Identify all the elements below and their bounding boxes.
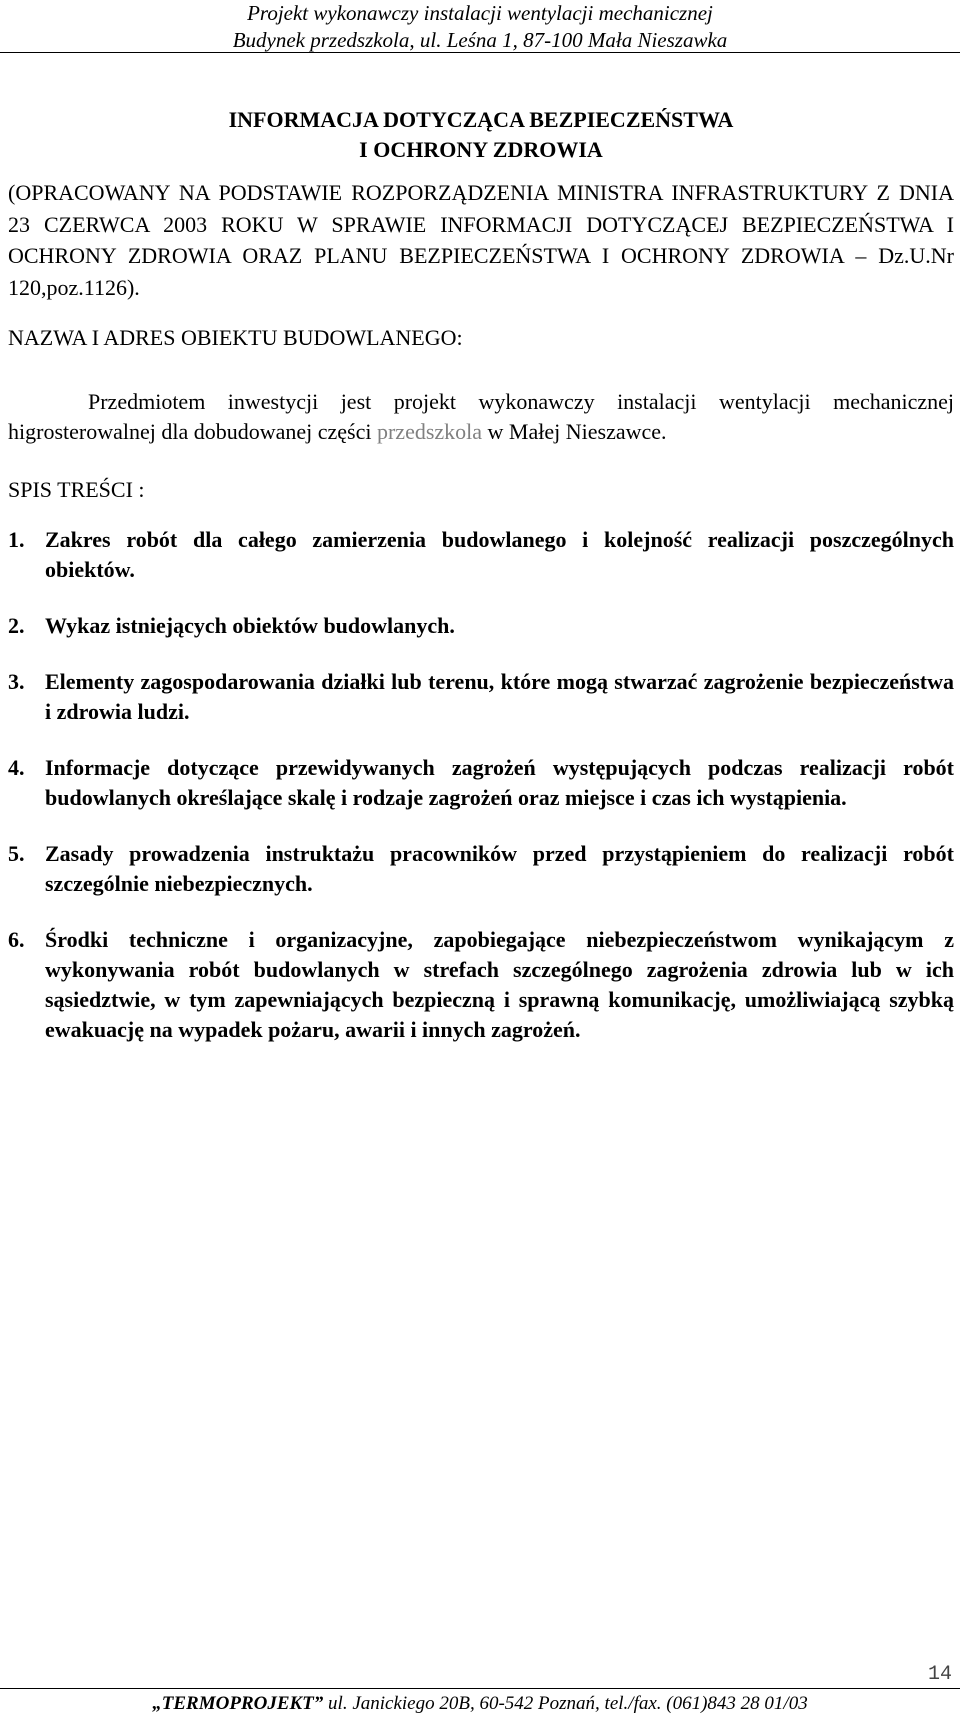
toc-item-number: 4. (8, 755, 25, 780)
toc-item-text: Zasady prowadzenia instruktażu pracowników przed przystąpieniem do realizacji robót szczególnie niebezpiecznych. (45, 841, 954, 896)
toc-item-text: Wykaz istniejących obiektów budowlanych. (45, 613, 455, 638)
document-body (8, 105, 954, 1071)
toc-item-text: Informacje dotyczące przewidywanych zagrożeń występujących podczas realizacji robót budowlanych określające skalę i rodzaje zagrożeń oraz miejsce i czas ich wystąpienia. (45, 755, 954, 810)
toc-item-number: 2. (8, 613, 25, 638)
toc-item (8, 753, 954, 813)
toc-item (8, 525, 954, 585)
header-project-title: Projekt wykonawczy instalacji wentylacji mechanicznej (247, 1, 713, 25)
table-of-contents (8, 525, 954, 1045)
title-line-1: INFORMACJA DOTYCZĄCA BEZPIECZEŃSTWA (228, 107, 734, 132)
intro-text-start: Przedmiotem inwestycji jest projekt wykonawczy instalacji wentylacji mechanicznej higrosterowalnej dla dobudowanej części (8, 389, 954, 444)
intro-text-end: w Małej Nieszawce. (482, 419, 667, 444)
toc-item-number: 5. (8, 841, 25, 866)
regulation-reference: (OPRACOWANY NA PODSTAWIE ROZPORZĄDZENIA MINISTRA INFRASTRUKTURY Z DNIA 23 CZERWCA 2003 ROKU W SPRAWIE INFORMACJI DOTYCZĄCEJ BEZPIECZEŃSTWA I OCHRONY ZDROWIA ORAZ PLANU BEZPIECZEŃSTWA I OCHRONY ZDROWIA – Dz.U.Nr 120,poz.1126). (8, 180, 954, 300)
toc-heading: SPIS TREŚCI : (8, 477, 145, 502)
object-name-label: NAZWA I ADRES OBIEKTU BUDOWLANEGO: (8, 325, 463, 350)
toc-item-number: 1. (8, 527, 25, 552)
header-divider (0, 52, 960, 53)
toc-item (8, 667, 954, 727)
footer-address: ul. Janickiego 20B, 60-542 Poznań, tel./fax. (061)843 28 01/03 (323, 1693, 808, 1714)
footer-company: „TERMOPROJEKT” (152, 1693, 324, 1714)
toc-item (8, 925, 954, 1045)
toc-item-number: 6. (8, 927, 25, 952)
toc-item-number: 3. (8, 669, 25, 694)
header-address: Budynek przedszkola, ul. Leśna 1, 87-100 Mała Nieszawka (232, 28, 728, 52)
page-header (0, 0, 960, 54)
toc-item-text: Środki techniczne i organizacyjne, zapobiegające niebezpieczeństwom wynikającym z wykonywania robót budowlanych w strefach szczególnego zagrożenia zdrowia lub w ich sąsiedztwie, w tym zapewniających bezpieczną i sprawną komunikację, umożliwiającą szybką ewakuację na wypadek pożaru, awarii i innych zagrożeń. (45, 927, 954, 1042)
toc-item (8, 839, 954, 899)
intro-highlight: przedszkola (376, 419, 483, 444)
footer-divider (0, 1688, 960, 1689)
page-footer (0, 1692, 960, 1716)
page-number: 14 (927, 1663, 952, 1686)
toc-item-text: Zakres robót dla całego zamierzenia budowlanego i kolejność realizacji poszczególnych obiektów. (45, 527, 954, 582)
investment-description (8, 387, 954, 447)
document-title (8, 105, 954, 165)
toc-item-text: Elementy zagospodarowania działki lub terenu, które mogą stwarzać zagrożenie bezpieczeństwa i zdrowia ludzi. (45, 669, 954, 724)
toc-item (8, 611, 954, 641)
title-line-2: I OCHRONY ZDROWIA (359, 137, 603, 162)
